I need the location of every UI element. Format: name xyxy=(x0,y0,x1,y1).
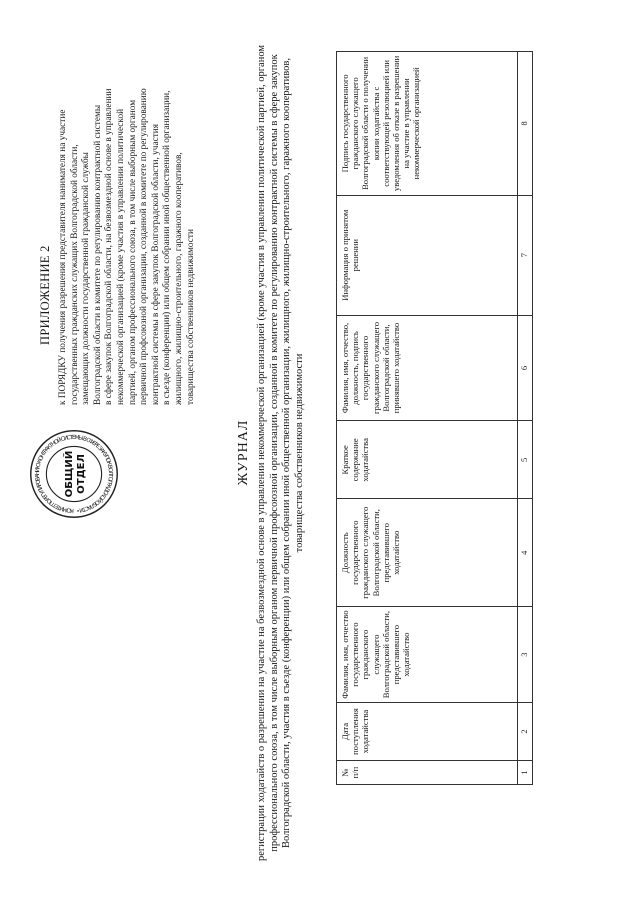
intro-line: товарищества собственников недвижимости xyxy=(185,229,196,405)
header-cell-applicant-position: Должность государственного гражданского служащего Волгоградской области, представившего ходатайство xyxy=(337,499,518,607)
intro-line: жилищного, жилищно-строительного, гаражного кооперативов, xyxy=(173,152,184,405)
header-cell-applicant-name: Фамилия, имя, отчество государственного гражданского служащего Волгоградской области, представившего ходатайство xyxy=(337,607,518,703)
header-cell-receiver: Фамилия, имя, отчество, должность, подпись государственного гражданского служащего Волгоградской области, принявшего ходатайство xyxy=(337,315,518,421)
intro-line: первичной профсоюзной организации, созданной в комитете по регулированию xyxy=(139,88,150,405)
header-cell-summary: Краткое содержание ходатайства xyxy=(337,421,518,499)
intro-line: к ПОРЯДКУ получения разрешения представителя нанимателя на участие xyxy=(58,109,68,405)
intro-line: контрактной системы в сфере закупок Волгоградской области, участия xyxy=(150,123,161,405)
registration-table xyxy=(336,51,533,785)
intro-line: в съезде (конференции) или общем собрании иной общественной организации, xyxy=(162,90,173,405)
header-cell-number: № п/п xyxy=(337,761,518,785)
intro-line: Волгоградской области в комитете по регулированию контрактной системы xyxy=(92,104,103,405)
appendix-intro xyxy=(58,25,197,405)
stamp-text-line1: ОБЩИЙ xyxy=(64,450,76,498)
column-number-cell: 4 xyxy=(518,499,533,607)
column-number-cell: 2 xyxy=(518,703,533,761)
column-number-cell: 7 xyxy=(518,195,533,315)
column-number-cell: 8 xyxy=(518,52,533,196)
appendix-title: ПРИЛОЖЕНИЕ 2 xyxy=(38,245,52,345)
table-header-row xyxy=(337,52,518,785)
column-number-cell: 1 xyxy=(518,761,533,785)
journal-subtitle: регистрации ходатайств о разрешении на участие на безвозмездной основе в управлении некоммерческой организацией (кроме участия в управлении политической партией, органом профессионального союза, в том числе выборным органом первичной профсоюзной организации, созданной в комитете по регулированию контрактной системы в сфере закупок Волгоградской области, участия в съезде (конференции) или общем собрании иной общественной организации, жилищного, жилищно-строительного, гаражного кооперативов, товарищества собственников недвижимости xyxy=(256,44,305,862)
column-number-cell: 5 xyxy=(518,421,533,499)
header-cell-signature: Подпись государственного гражданского служащего Волгоградской области о получении копии ходатайства с соответствующей резолюцией или уведомления об отказе в разрешении на участие в управлении некоммерческой организацией xyxy=(337,52,518,196)
intro-line: замещающих должности государственной гражданской службы xyxy=(81,152,92,405)
column-number-cell: 6 xyxy=(518,315,533,421)
column-number-cell: 3 xyxy=(518,607,533,703)
table-column-numbers-row xyxy=(518,52,533,785)
general-department-stamp xyxy=(28,428,120,520)
journal-title: ЖУРНАЛ xyxy=(236,419,251,486)
intro-line: некоммерческой организацией (кроме участия в управлении политической xyxy=(115,108,126,405)
intro-line: партией, органом профессионального союза, в том числе выборным органом xyxy=(127,99,138,405)
header-cell-decision: Информация о принятом решении xyxy=(337,195,518,315)
stamp-ring-text: КОМИТЕТ ПО РЕГУЛИРОВАНИЮ КОНТРАКТНОЙ СИСТЕМЫ В СФЕРЕ ЗАКУПОК ВОЛГОГРАДСКОЙ ОБЛАСТИ • xyxy=(34,434,113,514)
intro-line: в сфере закупок Волгоградской области, на безвозмездной основе в управлении xyxy=(104,88,115,405)
header-cell-date: Дата поступления ходатайства xyxy=(337,703,518,761)
intro-line: государственных гражданских служащих Волгоградской области, xyxy=(69,144,80,405)
stamp-text-line2: ОТДЕЛ xyxy=(76,454,88,494)
